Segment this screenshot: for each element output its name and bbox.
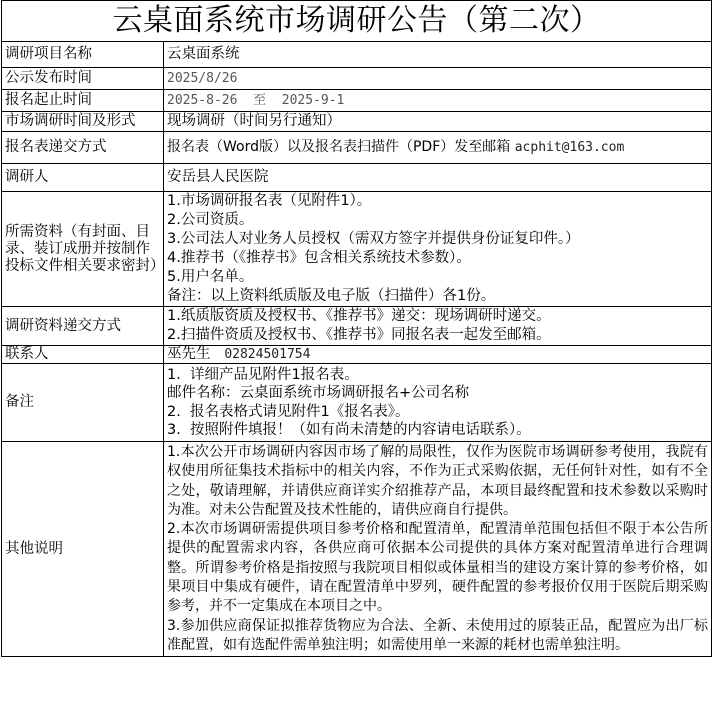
signup-period-label: 报名起止时间 <box>2 90 164 112</box>
delivery-value <box>164 307 712 346</box>
paragraph: 3.参加供应商保证拟推荐货物应为合法、全新、未使用过的原装正品，配置应为出厂标准配置，如有选配件需单独注明；如需使用单一来源的耗材也需单独注明。 <box>167 617 708 653</box>
other-value <box>164 442 712 657</box>
list-item: 3.公司法人对业务人员授权（需双方签字并提供身份证复印件。） <box>167 231 580 247</box>
publish-time-value: 2025/8/26 <box>164 68 712 90</box>
table-row <box>2 346 712 364</box>
contact-phone: 02824501754 <box>224 347 311 362</box>
project-name-label: 调研项目名称 <box>2 42 164 68</box>
other-label: 其他说明 <box>2 442 164 657</box>
page-title: 云桌面系统市场调研公告（第二次） <box>2 1 712 42</box>
method-value: 现场调研（时间另行通知） <box>164 112 712 132</box>
list-item: 5.用户名单。 <box>167 269 254 285</box>
delivery-label: 调研资料递交方式 <box>2 307 164 346</box>
paragraph: 1.本次公开市场调研内容因市场了解的局限性，仅作为医院市场调研参考使用，我院有权使用所征集技术指标中的相关内容，不作为正式采购依据，无任何针对性，如有不全之处，敬请理解，并请供应商详实介绍推荐产品，本项目最终配置和技术参数以采购时为准。对未公告配置及技术性能的，请供应商自行提供。 <box>167 444 708 518</box>
table-row <box>2 192 712 307</box>
table-row <box>2 42 712 68</box>
table-row <box>2 90 712 112</box>
researcher-label: 调研人 <box>2 164 164 192</box>
list-item: 备注：以上资料纸质版及电子版（扫描件）各1份。 <box>167 288 496 304</box>
materials-value <box>164 192 712 307</box>
contact-name: 巫先生 <box>167 346 211 362</box>
table-row <box>2 112 712 132</box>
title-row <box>2 1 712 42</box>
materials-label: 所需资料（有封面、目录、装订成册并按制作投标文件相关要求密封） <box>2 192 164 307</box>
submit-form-text: 报名表（Word版）以及报名表扫描件（PDF）发至邮箱 <box>167 139 515 155</box>
list-item: 1. 详细产品见附件1报名表。 <box>167 366 359 383</box>
publish-time-label: 公示发布时间 <box>2 68 164 90</box>
list-item: 2.扫描件资质及授权书、《推荐书》同报名表一起发至邮箱。 <box>167 327 551 343</box>
researcher-value: 安岳县人民医院 <box>164 164 712 192</box>
table-row <box>2 307 712 346</box>
list-item: 邮件名称：云桌面系统市场调研报名+公司名称 <box>167 385 470 401</box>
list-item: 1.纸质版资质及授权书、《推荐书》递交：现场调研时递交。 <box>167 308 551 324</box>
list-item: 3. 按照附件填报！（如有尚未清楚的内容请电话联系）。 <box>167 422 531 438</box>
project-name-value: 云桌面系统 <box>164 42 712 68</box>
announcement-table <box>1 0 712 657</box>
table-row <box>2 364 712 442</box>
signup-period-value: 2025-8-26 至 2025-9-1 <box>164 90 712 112</box>
table-row <box>2 132 712 164</box>
contact-value <box>164 346 712 364</box>
list-item: 2. 报名表格式请见附件1《报名表》。 <box>167 403 410 420</box>
list-item: 4.推荐书（《推荐书》包含相关系统技术参数）。 <box>167 250 471 266</box>
table-row <box>2 164 712 192</box>
submit-form-value <box>164 132 712 164</box>
contact-label: 联系人 <box>2 346 164 364</box>
remarks-label: 备注 <box>2 364 164 442</box>
list-item: 2.公司资质。 <box>167 212 254 228</box>
submit-form-label: 报名表递交方式 <box>2 132 164 164</box>
remarks-value <box>164 364 712 442</box>
paragraph: 2.本次市场调研需提供项目参考价格和配置清单，配置清单范围包括但不限于本公告所提供的配置需求内容，各供应商可依据本公司提供的具体方案对配置清单进行合理调整。所谓参考价格是指按照与我院项目相似或体量相当的建设方案计算的参考价格，如果项目中集成有硬件，请在配置清单中罗列，硬件配置的参考报价仅用于医院后期采购参考，并不一定集成在本项目之中。 <box>167 521 708 615</box>
list-item: 1.市场调研报名表（见附件1）。 <box>167 193 372 209</box>
table-row <box>2 442 712 657</box>
announcement-sheet <box>1 0 711 657</box>
email-address: acphit@163.com <box>514 140 625 155</box>
table-row <box>2 68 712 90</box>
method-label: 市场调研时间及形式 <box>2 112 164 132</box>
